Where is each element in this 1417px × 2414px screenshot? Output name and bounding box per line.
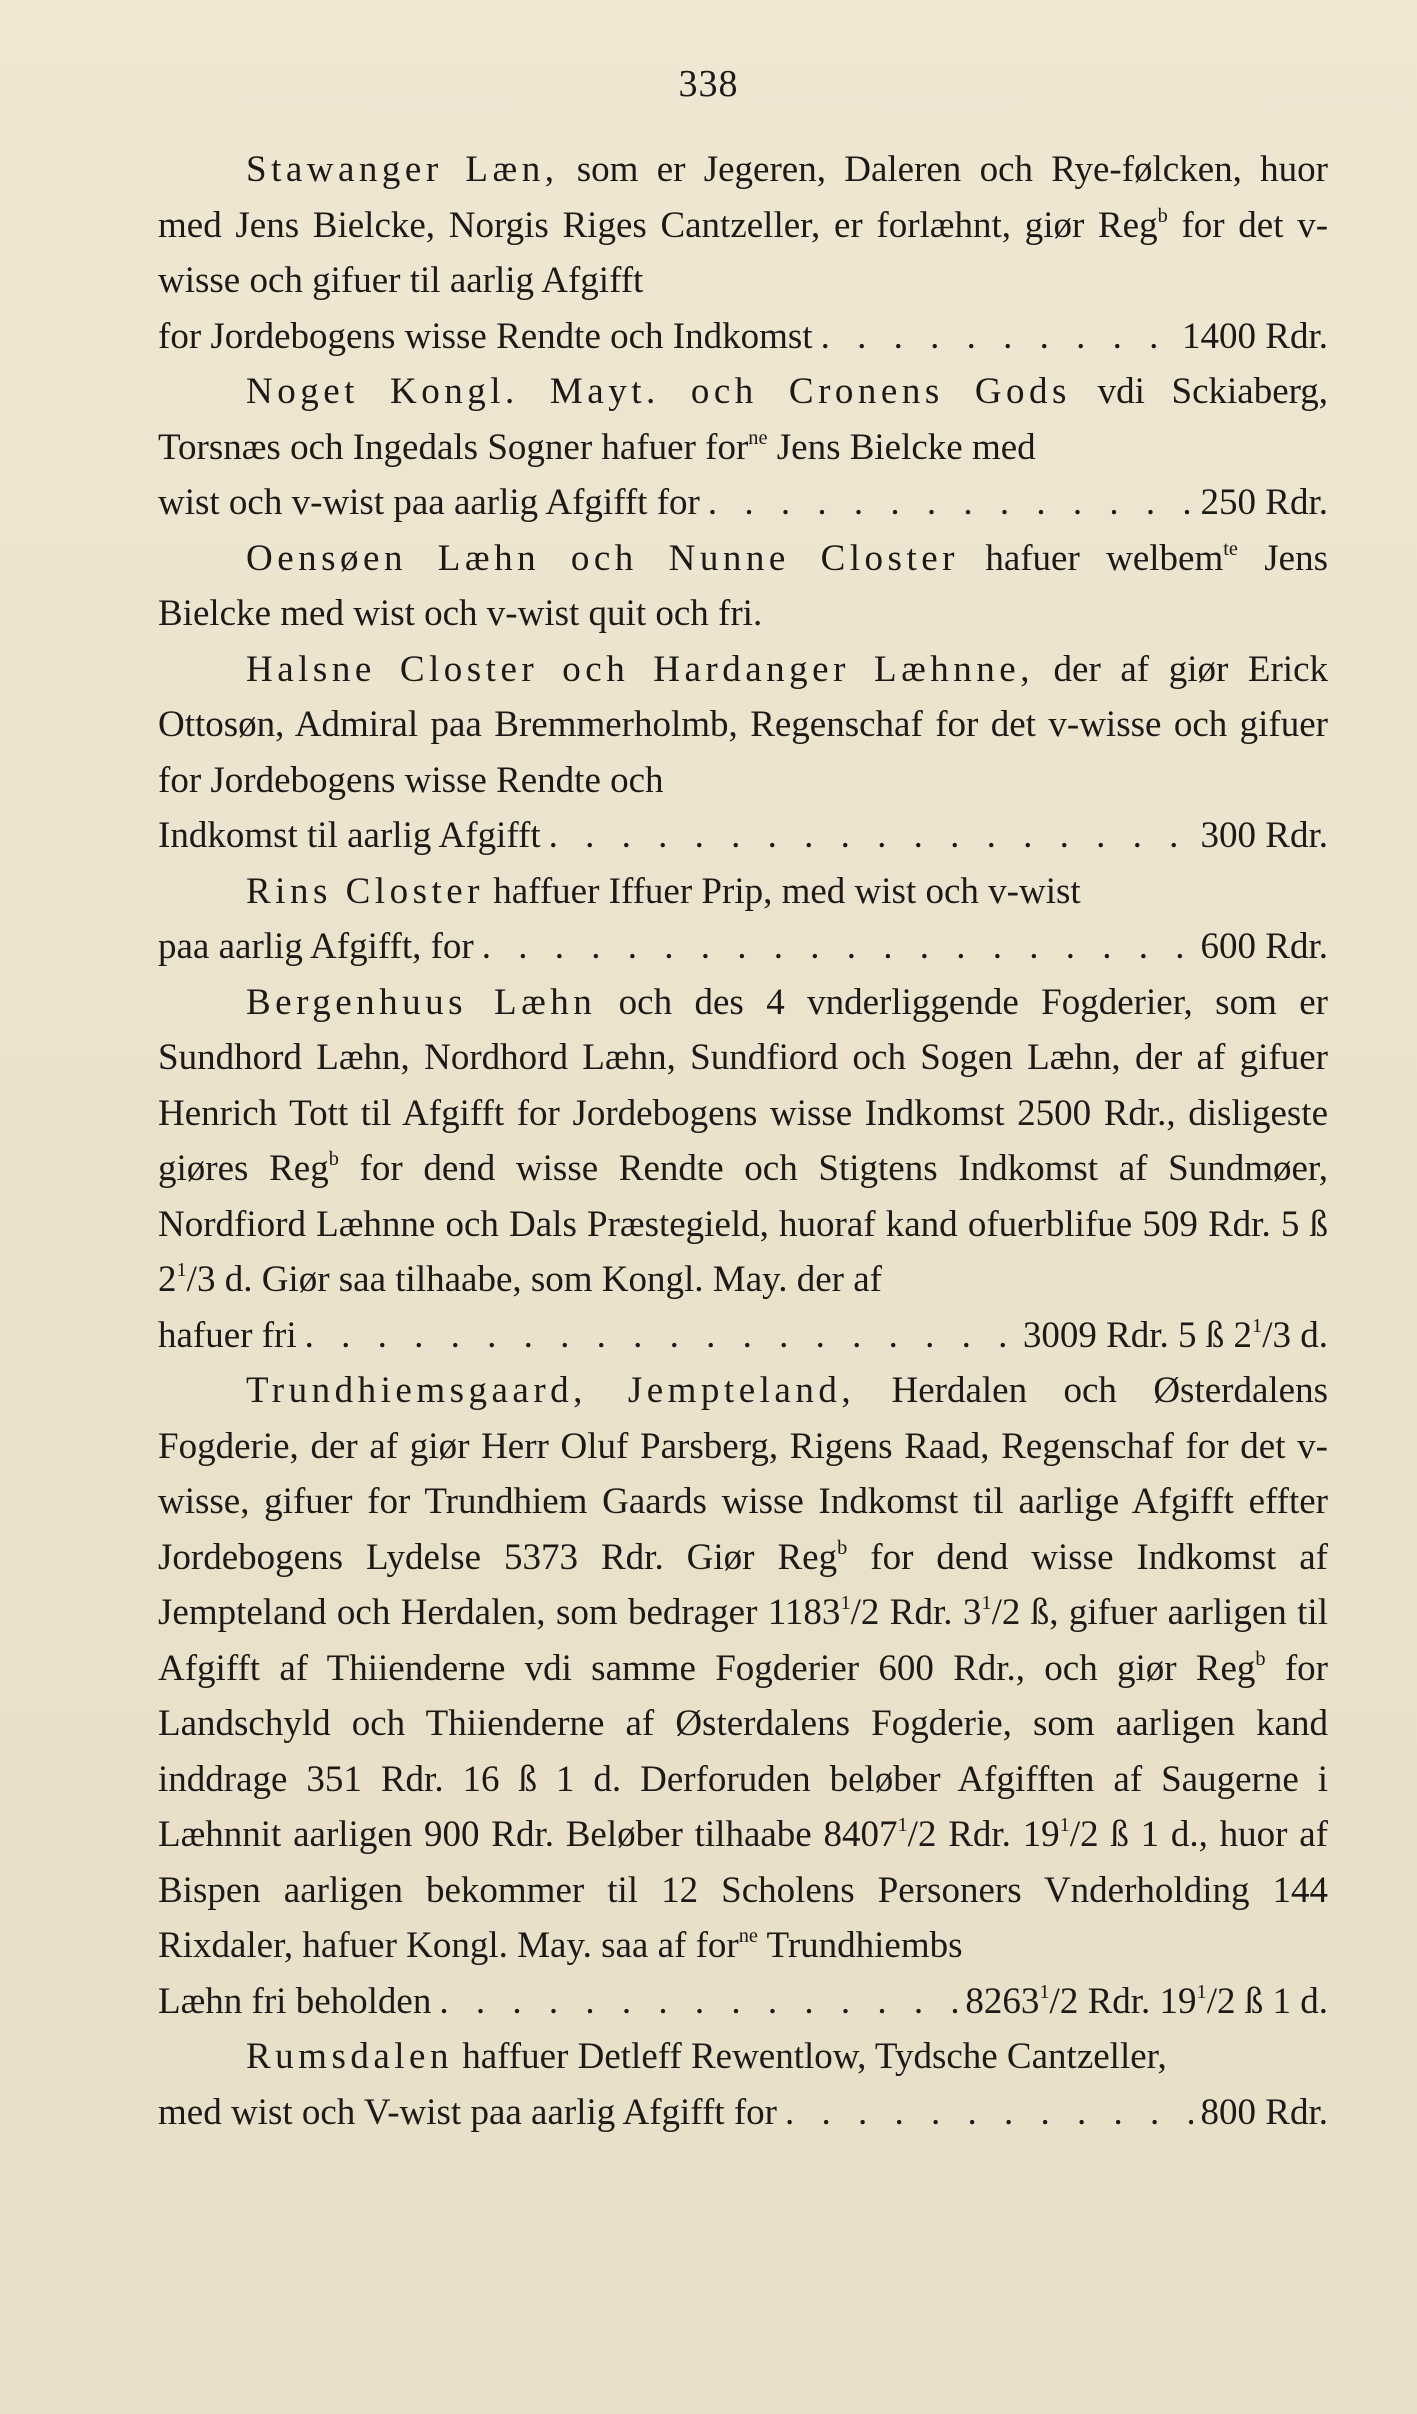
paragraph-body: Trundhiemsgaard, Jempteland, Herdalen och Østerdalens Fogderie, der af giør Herr Oluf Parsberg, Rigens Raad, Regenschaf for det v-wisse, gifuer for Trundhiem Gaards wisse Indkomst til aarlige Afgifft effter Jordebogens Lydelse 5373 Rdr. Giør Reg$^b$ for dend wisse Indkomst af Jempteland och Herdalen, som bedrager 1183$^1$/2 Rdr. $3^1/2$ ß, gifuer aarligen til Afgifft af Thiienderne vdi samme Fogderier 600 Rdr., och giør Reg$^b$ for Landschyld och Thiienderne af Østerdalens Fogderie, som aarligen kand inddrage 351 Rdr. 16 ß 1 d. Derforuden beløber Afgifften af Saugerne i Læhnnit aarligen 900 Rdr. Beløber tilhaabe 8407$^1$/2 Rdr. $19^1/2$ ß 1 d., huor af Bispen aarligen bekommer til 12 Scholens Personers Vnderholding 144 Rixdaler, hafuer Kongl. May. saa af for$^{ne}$ Trundhiembs xyxy=(158,1370,1328,1966)
amount: 250 Rdr. xyxy=(1200,482,1328,523)
amount-line: paa aarlig Afgifft, for . . . 600 Rdr. xyxy=(158,919,1328,975)
paragraph-body: Bergenhuus Læhn och des 4 vnderliggende Fogderier, som er Sundhord Læhn, Nordhord Læhn, Sundfiord och Sogen Læhn, der af gifuer Henrich Tott til Afgifft for Jordebogens wisse Indkomst 2500 Rdr., disligeste giøres Reg$^b$ for dend wisse Rendte och Stigtens Indkomst af Sundmøer, Nordfiord Læhnne och Dals Præstegield, huoraf kand ofuerblifue 509 Rdr. 5 ß $2^1/3$ d. Giør saa tilhaabe, som Kongl. May. der af xyxy=(158,981,1329,1300)
paragraph-trundhiemsgaard xyxy=(158,1363,1328,2029)
leader-dots xyxy=(785,2085,1193,2141)
leader-dots xyxy=(305,1308,1015,1364)
leader-dots xyxy=(708,475,1193,531)
page-number: 338 xyxy=(678,63,739,105)
paragraph-rins xyxy=(158,864,1328,975)
paragraph-stawanger xyxy=(158,142,1328,364)
paragraph-lead: Noget Kongl. Mayt. och Cronens Gods xyxy=(246,371,1071,412)
amount-line: hafuer fri . . . 3009 Rdr. 5 ß $2^1/3$ d. xyxy=(158,1308,1328,1364)
paragraph-body: Stawanger Læn, som er Jegeren, Daleren och Rye-følcken, huor med Jens Bielcke, Norgis Riges Cantzeller, er forlæhnt, giør Reg$^b$ for det v-wisse och gifuer til aarlig Afgifft xyxy=(158,149,1329,301)
paragraph-lead: Oensøen Læhn och Nunne Closter xyxy=(246,537,959,579)
paragraph-body: Rumsdalen haffuer Detleff Rewentlow, Tydsche Cantzeller, xyxy=(246,2036,1167,2077)
leader-dots xyxy=(439,1974,957,2030)
amount: 800 Rdr. xyxy=(1200,2091,1328,2133)
paragraph-halsne xyxy=(158,642,1328,864)
text-block xyxy=(158,142,1328,2140)
paragraph-body: Noget Kongl. Mayt. och Cronens Gods vdi Sckiaberg, Torsnæs och Ingedals Sogner hafuer for$^{ne}$ Jens Bielcke med xyxy=(158,371,1329,468)
paragraph-kongl-gods xyxy=(158,364,1328,531)
paragraph-lead: Rumsdalen xyxy=(246,2036,453,2077)
paragraph-lead: Stawanger Læn, xyxy=(246,149,559,190)
paragraph-bergenhuus xyxy=(158,975,1328,1364)
leader-dots xyxy=(549,808,1193,864)
amount-line: med wist och V-wist paa aarlig Afgifft for . . . 800 Rdr. xyxy=(158,2085,1328,2141)
amount-line: Indkomst til aarlig Afgifft . . . 300 Rdr. xyxy=(158,808,1328,864)
paragraph-oensoen xyxy=(158,531,1328,642)
paragraph-lead: Halsne Closter och Hardanger Læhnne, xyxy=(246,648,1034,690)
paragraph-lead: Bergenhuus Læhn xyxy=(246,981,597,1023)
paragraph-lead: Rins Closter xyxy=(246,870,484,912)
paragraph-body: Halsne Closter och Hardanger Læhnne, der af giør Erick Ottosøn, Admiral paa Bremmerholmb, Regenschaf for det v-wisse och gifuer for Jordebogens wisse Rendte och xyxy=(158,648,1328,801)
amount: 1400 Rdr. xyxy=(1182,315,1328,357)
paragraph-body: Rins Closter haffuer Iffuer Prip, med wist och v-wist xyxy=(246,870,1081,912)
paragraph-body: Oensøen Læhn och Nunne Closter hafuer welbem$^{te}$ Jens Bielcke med wist och v-wist quit och fri. xyxy=(158,537,1328,634)
leader-dots xyxy=(482,919,1193,975)
paragraph-lead: Trundhiemsgaard, Jempteland, xyxy=(246,1370,856,1411)
leader-dots xyxy=(821,309,1174,365)
amount-line: Læhn fri beholden . . . 8263$^1$/2 Rdr. $19^1/2$ ß 1 d. xyxy=(158,1974,1328,2030)
paragraph-rumsdalen xyxy=(158,2029,1328,2140)
amount: 8263$^1$/2 Rdr. $19^1/2$ ß 1 d. xyxy=(965,1980,1328,2022)
amount: 600 Rdr. xyxy=(1200,926,1328,967)
amount: 300 Rdr. xyxy=(1200,815,1328,856)
amount: 3009 Rdr. 5 ß $2^1/3$ d. xyxy=(1022,1314,1328,1356)
amount-line: wist och v-wist paa aarlig Afgifft for . . . 250 Rdr. xyxy=(158,475,1328,531)
amount-line: for Jordebogens wisse Rendte och Indkomst . . . 1400 Rdr. xyxy=(158,309,1328,365)
